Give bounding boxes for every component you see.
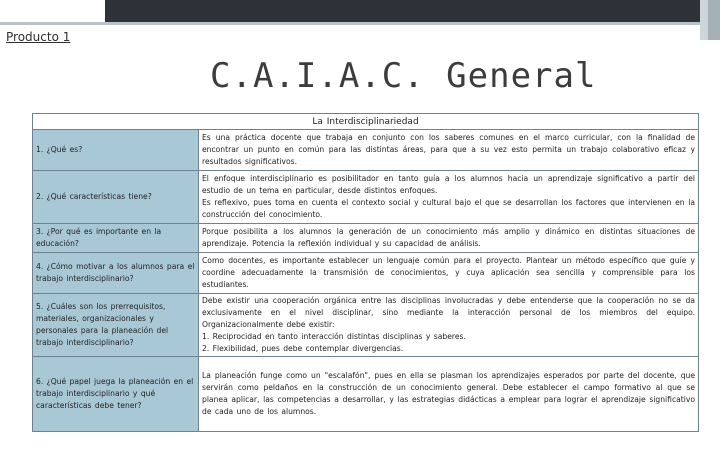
- table-header-row: [33, 114, 699, 130]
- question-cell: 4. ¿Cómo motivar a los alumnos para el trabajo interdisciplinario?: [33, 253, 199, 294]
- top-bar-right-accent-dark: [708, 0, 720, 40]
- answer-cell: Porque posibilita a los alumnos la generación de un conocimiento más amplio y dinámico en distintas situaciones de aprendizaje. Potencia la reflexión individual y su capacidad de análisis.: [199, 224, 699, 253]
- question-cell: 3. ¿Por qué es importante en la educación?: [33, 224, 199, 253]
- answer-cell: Como docentes, es importante establecer un lenguaje común para el proyecto. Plantear un método específico que guíe y coordine adecuadamente la transmisión de conocimientos, y cuya aplicación sea sencilla y comprensible para los estudiantes.: [199, 253, 699, 294]
- answer-cell: Es una práctica docente que trabaja en conjunto con los saberes comunes en el marco curricular, con la finalidad de encontrar un punto en común para las distintas áreas, para que a su vez esto permita un trabajo colaborativo eficaz y resultados significativos.: [199, 130, 699, 171]
- answer-line: El enfoque interdisciplinario es posibilitador en tanto guía a los alumnos hacia un aprendizaje significativo a partir del estudio de un tema en particular, desde distintos enfoques.: [202, 174, 696, 195]
- slide-label: Producto 1: [6, 30, 71, 44]
- top-bar-dark-band: [105, 0, 700, 22]
- answer-cell: [199, 171, 699, 224]
- table-row: [33, 357, 699, 432]
- table-row: [33, 224, 699, 253]
- table-row: [33, 171, 699, 224]
- answer-line: 2. Flexibilidad, pues debe contemplar divergencias.: [202, 344, 404, 353]
- question-cell: 6. ¿Qué papel juega la planeación en el trabajo interdisciplinario y qué características debe tener?: [33, 357, 199, 432]
- answer-cell: [199, 294, 699, 357]
- answer-line: 1. Reciprocidad en tanto interacción distintas disciplinas y saberes.: [202, 332, 466, 341]
- top-bar-edge: [0, 22, 720, 25]
- slide-title: C.A.I.A.C. General: [210, 56, 597, 96]
- question-cell: 2. ¿Qué características tiene?: [33, 171, 199, 224]
- answer-cell: La planeación funge como un "escalafón", pues en ella se plasman los aprendizajes esperados por parte del docente, que servirán como peldaños en la construcción de un conocimiento general. Debe establecer el campo formativo al que se planea aplicar, las competencias a desarrollar, y las estrategias didácticas a emplear para lograr el aprendizaje significativo de cada uno de los alumnos.: [199, 357, 699, 432]
- table-row: [33, 130, 699, 171]
- table-row: [33, 294, 699, 357]
- question-cell: 5. ¿Cuáles son los prerrequisitos, materiales, organizacionales y personales para la planeación del trabajo interdisciplinario?: [33, 294, 199, 357]
- answer-line: Es reflexivo, pues toma en cuenta el contexto social y cultural bajo el que se desarrollan los factores que intervienen en la construcción del conocimiento.: [202, 198, 696, 219]
- table-row: [33, 253, 699, 294]
- answer-line: Debe existir una cooperación orgánica entre las disciplinas involucradas y debe entenderse que la cooperación no se da exclusivamente en el nivel disciplinar, sino mediante la interacción personal de los miembros del equipo. Organizacionalmente debe existir:: [202, 296, 696, 329]
- question-cell: 1. ¿Qué es?: [33, 130, 199, 171]
- table-header: La Interdisciplinariedad: [33, 114, 699, 130]
- interdisciplinarity-table: [32, 113, 699, 432]
